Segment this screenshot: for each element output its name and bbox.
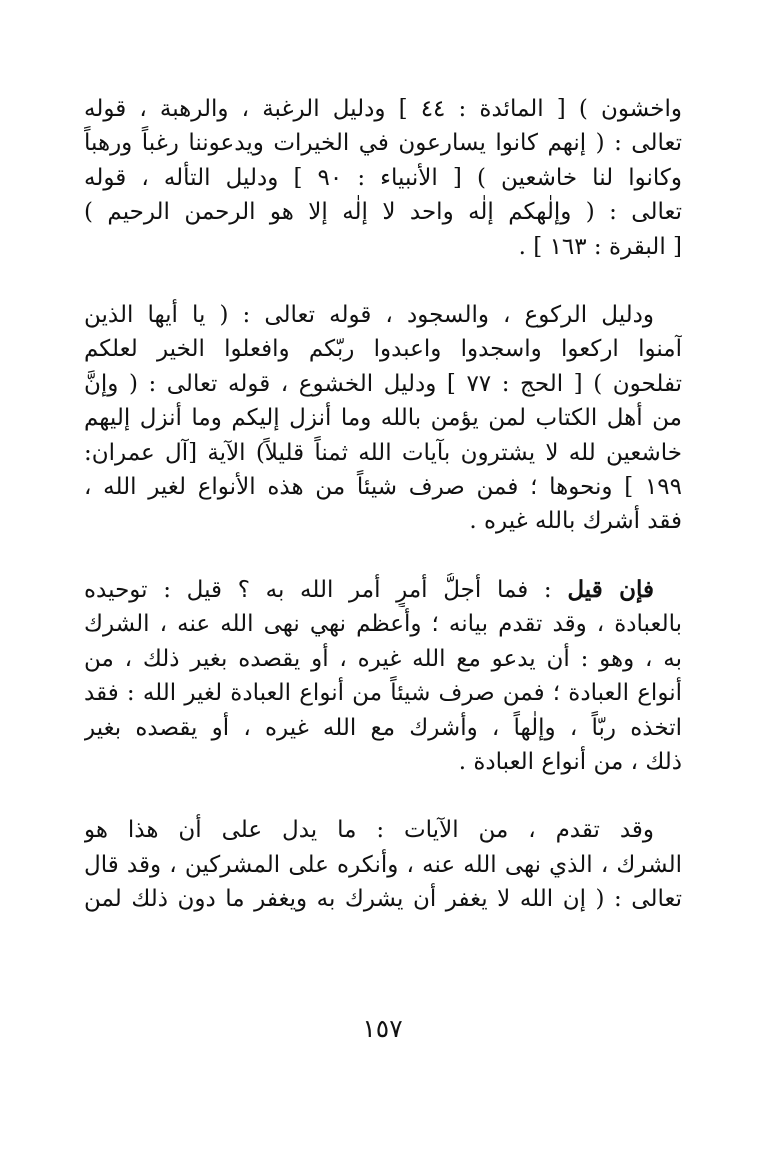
- text-line: من أهل الكتاب لمن يؤمن بالله وما أنزل إليكم وما أنزل إليهم: [84, 405, 682, 432]
- page-number: ١٥٧: [362, 1014, 403, 1043]
- text-line: [ البقرة : ١٦٣ ] .: [518, 233, 682, 260]
- text-line: ١٩٩ ] ونحوها ؛ فمن صرف شيئاً من هذه الأنواع لغير الله ،: [84, 474, 682, 501]
- page-body: [84, 92, 682, 917]
- question-lead: فإن قيل: [567, 575, 654, 603]
- text-line: الشرك ، الذي نهى الله عنه ، وأنكره على المشركين ، وقد قال: [84, 851, 682, 878]
- text-line: ودليل الركوع ، والسجود ، قوله تعالى : ( يا أيها الذين: [84, 302, 654, 329]
- text-line: بالعبادة ، وقد تقدم بيانه ؛ وأعظم نهي نهى الله عنه ، الشرك: [84, 611, 682, 638]
- text-line: تعالى : ( وإلٰهكم إلٰه واحد لا إلٰه إلا هو الرحمن الرحيم ): [84, 199, 682, 226]
- text-line: أنواع العبادة ؛ فمن صرف شيئاً من أنواع العبادة لغير الله : فقد: [84, 680, 682, 707]
- text-line: وقد تقدم ، من الآيات : ما يدل على أن هذا هو: [84, 817, 654, 844]
- text-line: اتخذه ربّاً ، وإلٰهاً ، وأشرك مع الله غيره ، أو يقصده بغير: [84, 714, 682, 741]
- text-line: ذلك ، من أنواع العبادة .: [458, 748, 682, 775]
- paragraph-3: [84, 573, 682, 779]
- text-line: به ، وهو : أن يدعو مع الله غيره ، أو يقصده بغير ذلك ، من: [84, 645, 682, 672]
- text-line: فقد أشرك بالله غيره .: [469, 508, 682, 535]
- text-line: تفلحون ) [ الحج : ٧٧ ] ودليل الخشوع ، قوله تعالى : ( وإنَّ: [84, 370, 682, 397]
- paragraph-2: [84, 298, 682, 539]
- paragraph-4: [84, 813, 682, 916]
- text-line: خاشعين لله لا يشترون بآيات الله ثمناً قليلاً) الآية [آل عمران:: [84, 439, 682, 466]
- text-line: آمنوا اركعوا واسجدوا واعبدوا ربّكم وافعلوا الخير لعلكم: [84, 336, 682, 363]
- text-line: تعالى : ( إنهم كانوا يسارعون في الخيرات ويدعوننا رغباً ورهباً: [84, 130, 682, 157]
- paragraph-1: [84, 92, 682, 264]
- text-segment: : فما أجلُّ أمرٍ أمر الله به ؟ قيل : توحيده: [84, 576, 568, 603]
- text-line: تعالى : ( إن الله لا يغفر أن يشرك به ويغفر ما دون ذلك لمن: [84, 886, 682, 913]
- text-line: واخشون ) [ المائدة : ٤٤ ] ودليل الرغبة ، والرهبة ، قوله: [84, 96, 682, 122]
- text-line: وكانوا لنا خاشعين ) [ الأنبياء : ٩٠ ] ودليل التأله ، قوله: [84, 164, 682, 191]
- text-line: [84, 573, 682, 607]
